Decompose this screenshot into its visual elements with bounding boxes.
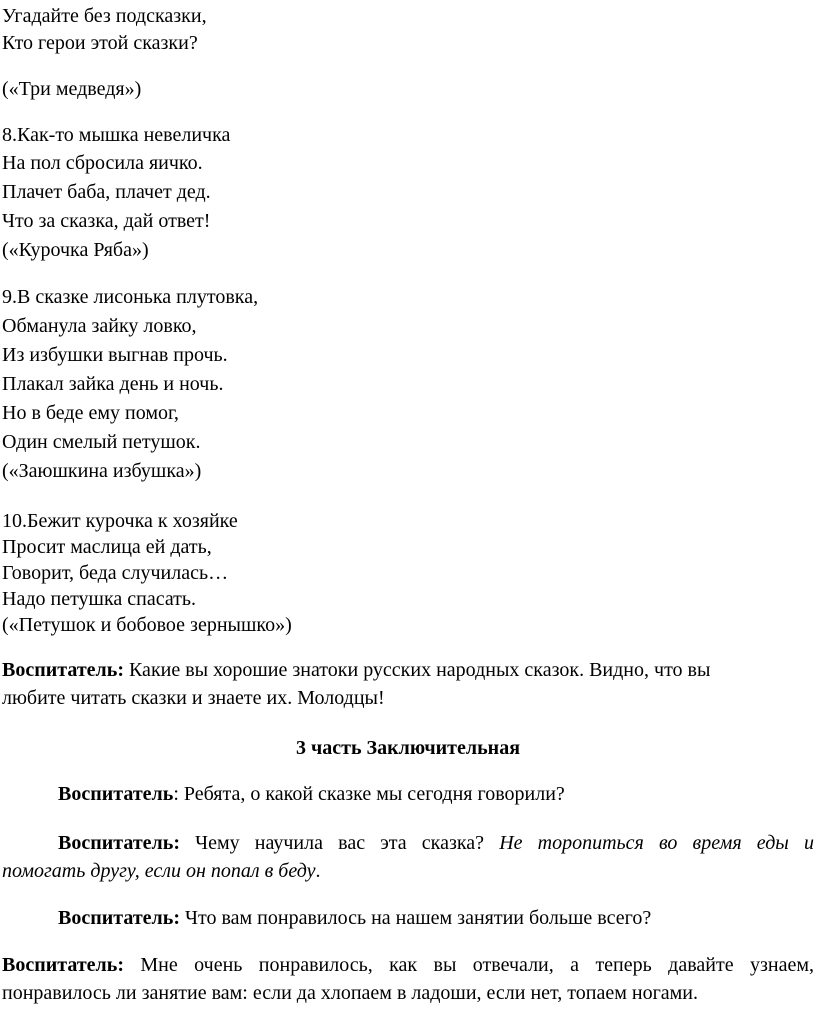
riddle-answer: («Петушок и бобовое зернышко») xyxy=(2,614,292,636)
final-paragraph xyxy=(2,953,814,977)
speaker-label: Воспитатель: xyxy=(2,954,124,976)
praise-text: Какие вы хорошие знатоки русских народных сказок. Видно, что вы xyxy=(123,659,711,681)
question-paragraph xyxy=(58,831,814,855)
question-paragraph xyxy=(58,782,565,806)
section-title: 3 часть Заключительная xyxy=(295,737,521,759)
expected-answer: Не торопиться во время еды и xyxy=(499,832,814,854)
verse-line: Что за сказка, дай ответ! xyxy=(2,210,211,232)
verse-line: Кто герои этой сказки? xyxy=(2,32,198,54)
verse-line: Плачет баба, плачет дед. xyxy=(2,181,211,203)
verse-line: 9.В сказке лисонька плутовка, xyxy=(2,286,259,308)
expected-answer: помогать другу, если он попал в беду xyxy=(2,860,316,882)
praise-paragraph-cont: любите читать сказки и знаете их. Молодцы! xyxy=(2,687,385,709)
final-paragraph-cont: понравилось ли занятие вам: если да хлопаем в ладоши, если нет, топаем ногами. xyxy=(2,982,699,1004)
riddle-answer: («Заюшкина избушка») xyxy=(2,460,202,482)
riddle-answer: («Три медведя») xyxy=(2,78,142,100)
question-paragraph-cont: помогать другу, если он попал в беду. xyxy=(2,860,321,882)
verse-line: Просит маслица ей дать, xyxy=(2,536,212,558)
riddle-answer: («Курочка Ряба») xyxy=(2,239,149,261)
verse-line: Из избушки выгнав прочь. xyxy=(2,344,228,366)
speaker-label: Воспитатель: xyxy=(58,832,180,854)
verse-line: Говорит, беда случилась… xyxy=(2,562,229,584)
question-text: : Ребята, о какой сказке мы сегодня говорили? xyxy=(173,783,565,805)
verse-line: Обманула зайку ловко, xyxy=(2,315,197,337)
verse-line: На пол сбросила яичко. xyxy=(2,152,203,174)
speaker-label: Воспитатель: xyxy=(2,659,124,681)
speaker-label: Воспитатель: xyxy=(58,907,180,929)
verse-line: 10.Бежит курочка к хозяйке xyxy=(2,510,238,532)
question-text: Что вам понравилось на нашем занятии больше всего? xyxy=(179,907,652,929)
final-text: Мне очень понравилось, как вы отвечали, а теперь давайте узнаем, xyxy=(123,954,814,976)
praise-paragraph xyxy=(2,658,710,682)
verse-line: Но в беде ему помог, xyxy=(2,402,179,424)
verse-line: Надо петушка спасать. xyxy=(2,588,197,610)
question-text: Чему научила вас эта сказка? xyxy=(179,832,485,854)
verse-line: Плакал зайка день и ночь. xyxy=(2,373,224,395)
verse-line: Угадайте без подсказки, xyxy=(2,5,207,27)
verse-line: Один смелый петушок. xyxy=(2,431,201,453)
question-paragraph xyxy=(58,906,651,930)
speaker-label: Воспитатель xyxy=(58,783,174,805)
verse-line: 8.Как-то мышка невеличка xyxy=(2,124,231,146)
